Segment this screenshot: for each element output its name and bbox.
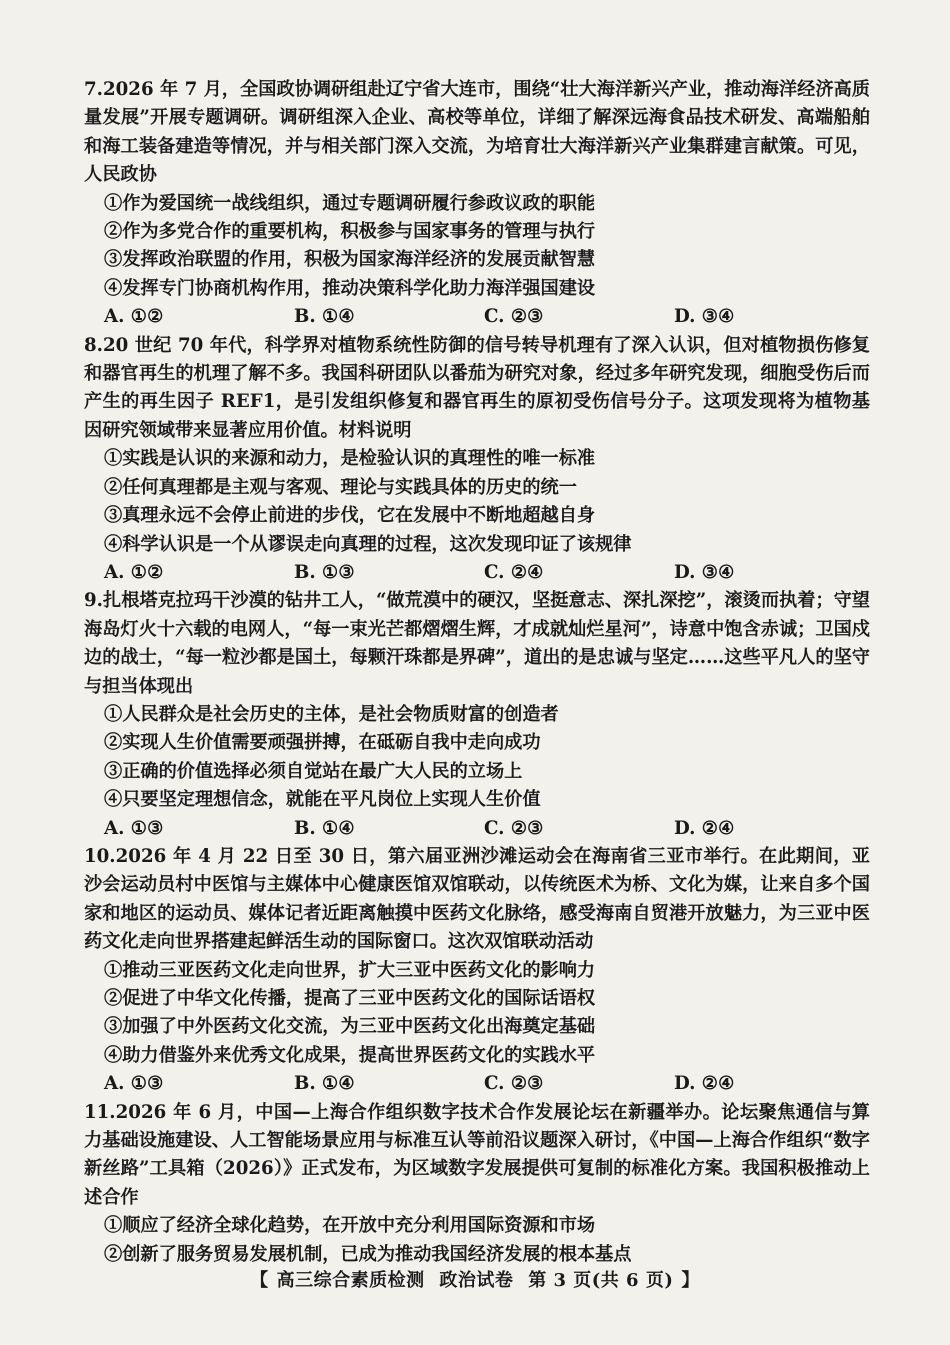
option-4: ④科学认识是一个从谬误走向真理的过程，这次发现印证了该规律 [104,533,632,555]
question-stem [84,587,870,701]
choice-c: C. ②④ [484,561,544,583]
option-3: ③正确的价值选择必须自觉站在最广大人民的立场上 [104,760,523,782]
choice-a: A. ①② [104,561,164,583]
choice-a: A. ①③ [104,817,164,839]
question-number: 9. [84,590,103,612]
choice-d: D. ③④ [674,561,735,583]
option-1: ①作为爱国统一战线组织，通过专题调研履行参政议政的职能 [104,192,596,214]
footer-close-bracket: 】 [681,1270,700,1291]
question-text: 2026 年 6 月，中国—上海合作组织数字技术合作发展论坛在新疆举办。论坛聚焦通信与算力基础设施建设、人工智能场景应用与标准互认等前沿议题深入研讨，《中国—上海合作组织“数字新丝路”工具箱（2026）》正式发布，为区域数字发展提供可复制的标准化方案。我国积极推动上述合作 [84,1101,870,1208]
question-number: 11. [84,1101,116,1123]
option-3: ③真理永远不会停止前进的步伐，它在发展中不断地超越自身 [104,505,596,527]
option-3: ③发挥政治联盟的作用，积极为国家海洋经济的发展贡献智慧 [104,249,596,271]
answer-choices [104,815,870,843]
question-text: 2026 年 4 月 22 日至 30 日，第六届亚洲沙滩运动会在海南省三亚市举行。在此期间，亚沙会运动员村中医馆与主媒体中心健康医馆双馆联动，以传统医术为桥、文化为媒，让来自多个国家和地区的运动员、媒体记者近距离触摸中医药文化脉络，感受海南自贸港开放魅力，为三亚中医药文化走向世界搭建起鲜活生动的国际窗口。这次双馆联动活动 [84,845,870,953]
option-2: ②作为多党合作的重要机构，积极参与国家事务的管理与执行 [104,221,596,243]
choice-b: B. ①③ [294,561,355,583]
option-4: ④只要坚定理想信念，就能在平凡岗位上实现人生价值 [104,789,541,811]
answer-choices [104,559,870,587]
footer-subject: 政治试卷 [439,1270,514,1291]
option-2: ②创新了服务贸易发展机制，已成为推动我国经济发展的根本基点 [104,1243,632,1265]
choice-c: C. ②③ [484,1073,544,1095]
choice-c: C. ②③ [484,817,544,839]
choice-b: B. ①④ [294,817,355,839]
question-stem [84,76,870,190]
question-number: 10. [84,845,116,867]
option-2: ②任何真理都是主观与客观、理论与实践具体的历史的统一 [104,476,577,498]
question-text: 2026 年 7 月，全国政协调研组赴辽宁省大连市，围绕“壮大海洋新兴产业，推动海洋经济高质量发展”开展专题调研。调研组深入企业、高校等单位，详细了解深远海食品技术研发、高端船舶和海工装备建造等情况，并与相关部门深入交流，为培育壮大海洋新兴产业集群建言献策。可见，人民政协 [84,79,870,186]
question-stem [84,843,870,957]
choice-b: B. ①④ [294,1073,355,1095]
choice-d: D. ③④ [674,306,735,328]
option-4: ④发挥专门协商机构作用，推动决策科学化助力海洋强国建设 [104,277,596,299]
question-stem [84,332,870,446]
answer-choices [104,1070,870,1098]
answer-choices [104,303,870,331]
option-2: ②促进了中华文化传播，提高了三亚中医药文化的国际话语权 [104,988,596,1009]
footer-page-info: 第 3 页(共 6 页) [528,1270,674,1291]
question-10 [84,843,870,1099]
question-11 [84,1099,870,1269]
footer-exam-name: 高三综合素质检测 [276,1270,425,1291]
choice-c: C. ②③ [484,306,544,328]
option-1: ①人民群众是社会历史的主体，是社会物质财富的创造者 [104,703,559,725]
question-9 [84,587,870,843]
choice-b: B. ①④ [294,306,355,328]
option-2: ②实现人生价值需要顽强拼搏，在砥砺自我中走向成功 [104,732,541,754]
option-4: ④助力借鉴外来优秀文化成果，提高世界医药文化的实践水平 [104,1044,596,1066]
question-text: 扎根塔克拉玛干沙漠的钻井工人，“做荒漠中的硬汉，坚挺意志、深扎深挖”，滚烫而执着；守望海岛灯火十六载的电网人，“每一束光芒都熠熠生辉，才成就灿烂星河”，诗意中饱含赤诚；卫国戍边的战士，“每一粒沙都是国土，每颗汗珠都是界碑”，道出的是忠诚与坚定……这些平凡人的坚守与担当体现出 [84,590,870,697]
option-1: ①顺应了经济全球化趋势，在开放中充分利用国际资源和市场 [104,1215,596,1237]
choice-d: D. ②④ [674,817,735,839]
choice-a: A. ①② [104,306,164,328]
question-7 [84,76,870,332]
option-3: ③加强了中外医药文化交流，为三亚中医药文化出海奠定基础 [104,1016,596,1038]
question-text: 20 世纪 70 年代，科学界对植物系统性防御的信号转导机理有了深入认识，但对植物损伤修复和器官再生的机理了解不多。我国科研团队以番茄为研究对象，经过多年研究发现，细胞受伤后而产生的再生因子 REF1，是引发组织修复和器官再生的原初受伤信号分子。这项发现将为植物基因研究领域带来显著应用价值。材料说明 [84,334,870,441]
choice-a: A. ①③ [104,1073,164,1095]
question-stem [84,1099,870,1213]
question-8 [84,332,870,588]
option-1: ①推动三亚医药文化走向世界，扩大三亚中医药文化的影响力 [104,959,596,981]
question-number: 8. [84,334,103,356]
choice-d: D. ②④ [674,1073,735,1095]
footer-open-bracket: 【 [250,1270,269,1291]
question-number: 7. [84,79,103,100]
option-1: ①实践是认识的来源和动力，是检验认识的真理性的唯一标准 [104,448,596,470]
page-footer [0,1266,950,1292]
